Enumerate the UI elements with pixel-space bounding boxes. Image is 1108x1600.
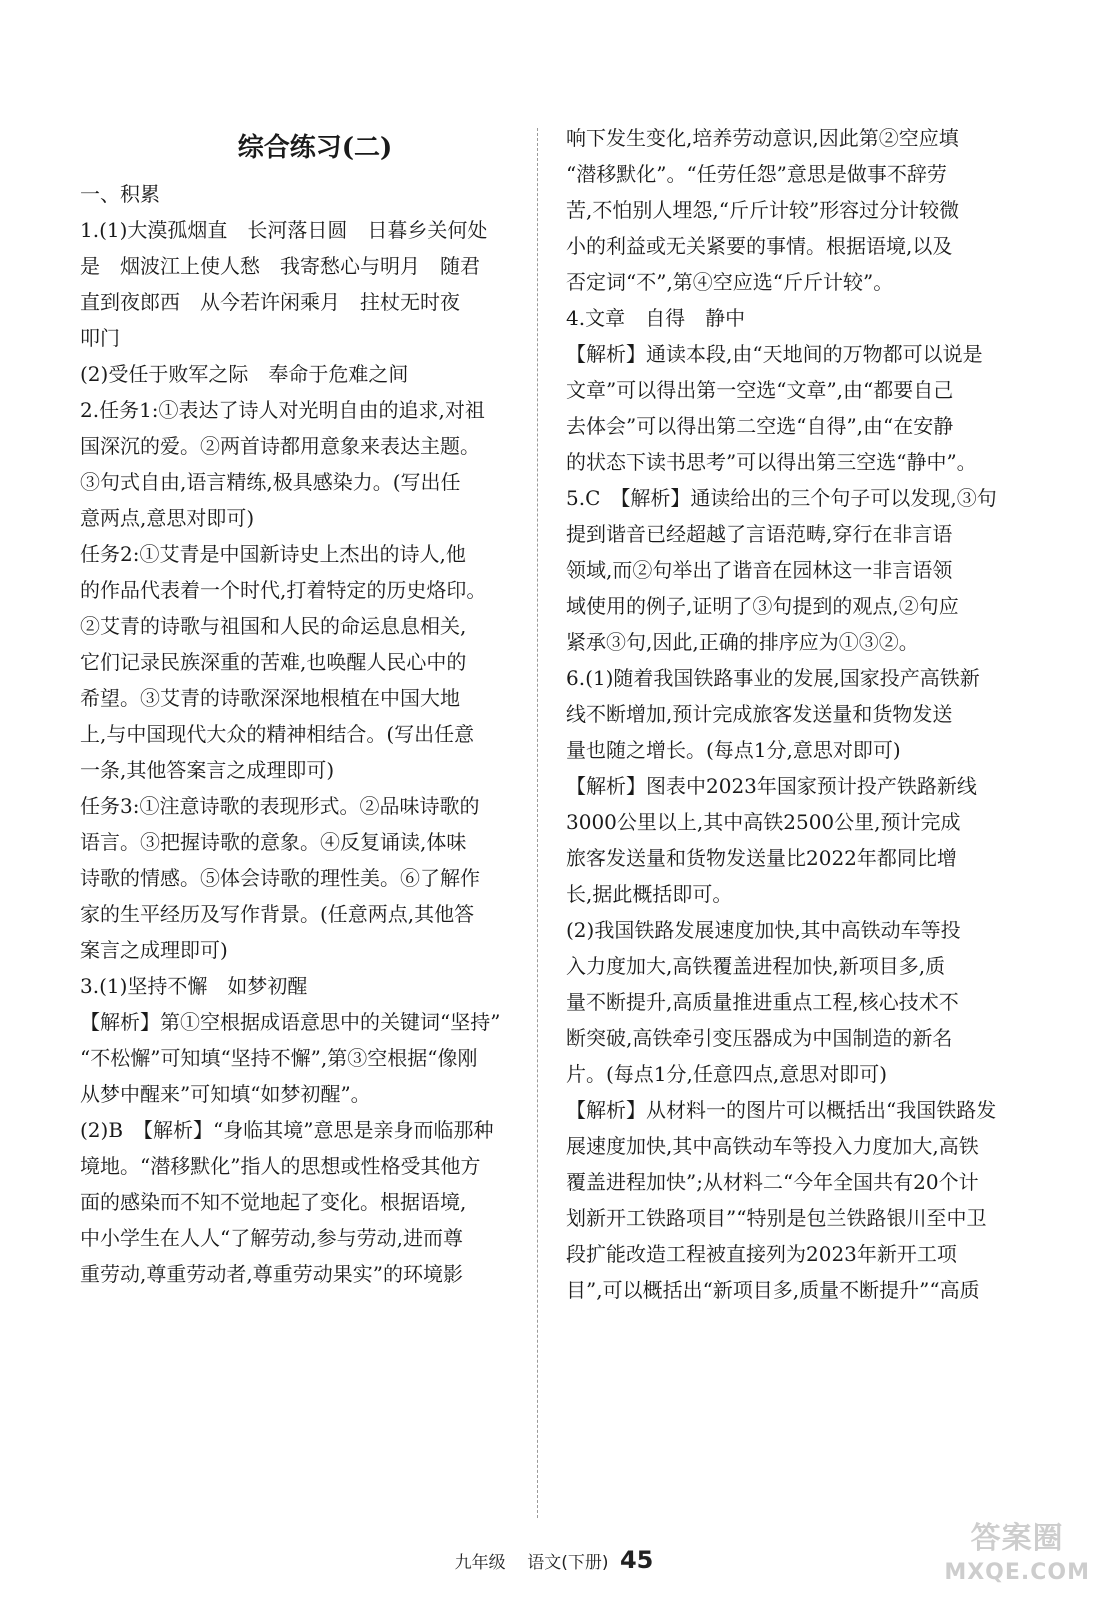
text-line: 2.任务1:①表达了诗人对光明自由的追求,对祖 — [80, 398, 485, 422]
text-line: 量不断提升,高质量推进重点工程,核心技术不 — [566, 990, 959, 1014]
text-line: 量也随之增长。(每点1分,意思对即可) — [566, 738, 901, 762]
text-line: 5.C 【解析】通读给出的三个句子可以发现,③句 — [566, 486, 997, 510]
text-line: 【解析】通读本段,由“天地间的万物都可以说是 — [566, 342, 983, 366]
text-line: (2)我国铁路发展速度加快,其中高铁动车等投 — [566, 918, 961, 942]
text-line: 3000公里以上,其中高铁2500公里,预计完成 — [566, 810, 961, 834]
text-line: 叩门 — [80, 326, 120, 350]
text-line: 【解析】第①空根据成语意思中的关键词“坚持” — [80, 1010, 501, 1034]
text-line: 域使用的例子,证明了③句提到的观点,②句应 — [566, 594, 959, 618]
text-line: 面的感染而不知不觉地起了变化。根据语境, — [80, 1190, 467, 1214]
page-number: 45 — [619, 1546, 654, 1574]
text-line: 领域,而②句举出了谐音在园林这一非言语领 — [566, 558, 953, 582]
text-line: 任务2:①艾青是中国新诗史上杰出的诗人,他 — [80, 542, 466, 566]
watermark-top: 答案圈 — [970, 1521, 1064, 1556]
text-line: 文章”可以得出第一空选“文章”,由“都要自己 — [566, 378, 954, 402]
page-title: 综合练习(二) — [237, 133, 393, 163]
text-line: 它们记录民族深重的苦难,也唤醒人民心中的 — [80, 650, 467, 674]
text-line: (2)受任于败军之际 奉命于危难之间 — [80, 362, 409, 386]
text-line: 是 烟波江上使人愁 我寄愁心与明月 随君 — [80, 254, 480, 278]
watermark-logo — [944, 1522, 1090, 1590]
text-line: “不松懈”可知填“坚持不懈”,第③空根据“像刚 — [80, 1046, 478, 1070]
text-line: 境地。“潜移默化”指人的思想或性格受其他方 — [80, 1154, 481, 1178]
text-line: 小的利益或无关紧要的事情。根据语境,以及 — [566, 234, 953, 258]
column-divider — [537, 128, 538, 1518]
text-line: 意两点,意思对即可) — [80, 506, 255, 530]
text-line: 旅客发送量和货物发送量比2022年都同比增 — [566, 846, 957, 870]
text-line: 展速度加快,其中高铁动车等投入力度加大,高铁 — [566, 1134, 979, 1158]
text-line: 希望。③艾青的诗歌深深地根植在中国大地 — [80, 686, 460, 710]
text-line: 一条,其他答案言之成理即可) — [80, 758, 335, 782]
text-line: 【解析】图表中2023年国家预计投产铁路新线 — [566, 774, 977, 798]
text-line: 重劳动,尊重劳动者,尊重劳动果实”的环境影 — [80, 1262, 463, 1286]
text-line: 划新开工铁路项目”“特别是包兰铁路银川至中卫 — [566, 1206, 987, 1230]
text-line: 去体会”可以得出第二空选“自得”,由“在安静 — [566, 414, 954, 438]
text-line: 目”,可以概括出“新项目多,质量不断提升”“高质 — [566, 1278, 980, 1302]
text-line: 国深沉的爱。②两首诗都用意象来表达主题。 — [80, 434, 480, 458]
text-line: 4.文章 自得 静中 — [566, 306, 746, 330]
text-line: 段扩能改造工程被直接列为2023年新开工项 — [566, 1242, 957, 1266]
text-line: 语言。③把握诗歌的意象。④反复诵读,体味 — [80, 830, 467, 854]
text-line: 的作品代表着一个时代,打着特定的历史烙印。 — [80, 578, 487, 602]
text-line: 苦,不怕别人埋怨,“斤斤计较”形容过分计较微 — [566, 198, 960, 222]
text-line: 家的生平经历及写作背景。(任意两点,其他答 — [80, 902, 475, 926]
text-line: 紧承③句,因此,正确的排序应为①③②。 — [566, 630, 919, 654]
text-line: (2)B 【解析】“身临其境”意思是亲身而临那种 — [80, 1118, 494, 1142]
page-footer — [0, 1546, 1108, 1574]
right-column — [566, 120, 1016, 1308]
text-line: 覆盖进程加快”;从材料二“今年全国共有20个计 — [566, 1170, 979, 1194]
text-line: 1.(1)大漠孤烟直 长河落日圆 日暮乡关何处 — [80, 218, 488, 242]
text-line: 响下发生变化,培养劳动意识,因此第②空应填 — [566, 126, 959, 150]
text-line: 从梦中醒来”可知填“如梦初醒”。 — [80, 1082, 371, 1106]
text-line: 片。(每点1分,任意四点,意思对即可) — [566, 1062, 888, 1086]
text-line: ②艾青的诗歌与祖国和人民的命运息息相关, — [80, 614, 467, 638]
text-line: 直到夜郎西 从今若许闲乘月 拄杖无时夜 — [80, 290, 460, 314]
text-line: “潜移默化”。“任劳任怨”意思是做事不辞劳 — [566, 162, 947, 186]
left-column — [80, 120, 510, 1292]
footer-subject: 语文(下册) — [527, 1553, 609, 1573]
text-line: 中小学生在人人“了解劳动,参与劳动,进而尊 — [80, 1226, 463, 1250]
text-line: 诗歌的情感。⑤体会诗歌的理性美。⑥了解作 — [80, 866, 480, 890]
footer-grade: 九年级 — [454, 1553, 506, 1573]
text-line: 6.(1)随着我国铁路事业的发展,国家投产高铁新 — [566, 666, 980, 690]
text-line: 提到谐音已经超越了言语范畴,穿行在非言语 — [566, 522, 953, 546]
watermark-bottom: MXQE.COM — [944, 1560, 1090, 1585]
text-line: 长,据此概括即可。 — [566, 882, 733, 906]
text-line: 的状态下读书思考”可以得出第三空选“静中”。 — [566, 450, 977, 474]
text-line: 上,与中国现代大众的精神相结合。(写出任意 — [80, 722, 475, 746]
text-line: 3.(1)坚持不懈 如梦初醒 — [80, 974, 308, 998]
text-line: 否定词“不”,第④空应选“斤斤计较”。 — [566, 270, 894, 294]
text-line: 【解析】从材料一的图片可以概括出“我国铁路发 — [566, 1098, 997, 1122]
text-line: 断突破,高铁牵引变压器成为中国制造的新名 — [566, 1026, 953, 1050]
text-line: 线不断增加,预计完成旅客发送量和货物发送 — [566, 702, 953, 726]
text-line: ③句式自由,语言精练,极具感染力。(写出任 — [80, 470, 461, 494]
section-heading: 一、积累 — [80, 182, 160, 206]
text-line: 案言之成理即可) — [80, 938, 228, 962]
text-line: 入力度加大,高铁覆盖进程加快,新项目多,质 — [566, 954, 946, 978]
text-line: 任务3:①注意诗歌的表现形式。②品味诗歌的 — [80, 794, 480, 818]
